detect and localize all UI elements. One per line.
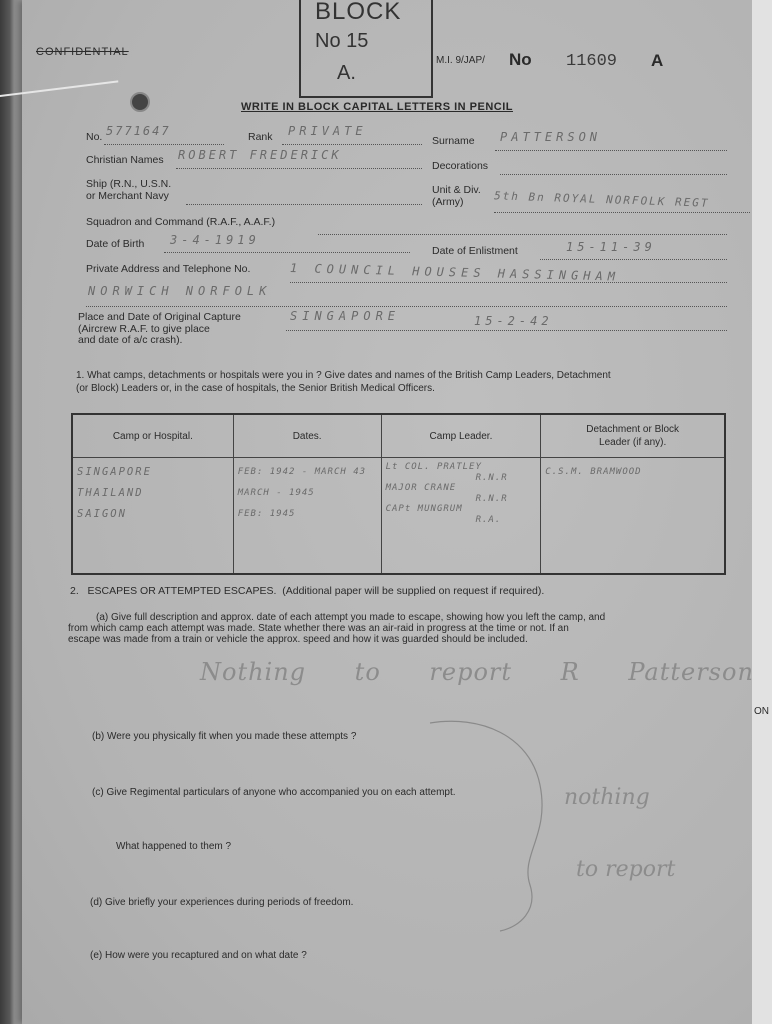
camp-dates: MARCH - 1945: [237, 488, 315, 498]
capture-label-line-3: and date of a/c crash).: [78, 334, 183, 346]
col-detachment-line-2: Leader (if any).: [599, 437, 667, 448]
address-value-line-2: NORWICH NORFOLK: [88, 284, 272, 298]
stamp-line-3: A.: [337, 62, 356, 84]
camp-name: SINGAPORE: [77, 466, 152, 478]
ship-label-line-2: or Merchant Navy: [86, 190, 169, 202]
section2-heading: [70, 585, 544, 597]
form-suffix: A: [651, 51, 664, 70]
unit-value: 5th Bn ROYAL NORFOLK REGT: [493, 189, 710, 210]
capture-label-line-2: (Aircrew R.A.F. to give place: [78, 322, 210, 335]
col-camp-header: Camp or Hospital.: [72, 414, 233, 458]
form-number: 11609: [566, 52, 618, 71]
capture-label-line-1: Place and Date of Original Capture: [78, 311, 241, 323]
section1-question-line-2: (or Block) Leaders or, in the case of hospitals, the Senior British Medical Officers.: [76, 383, 435, 394]
punch-hole: [130, 92, 150, 112]
section2-title: ESCAPES OR ATTEMPTED ESCAPES.: [87, 585, 277, 597]
unit-label-line-2: (Army): [432, 196, 464, 208]
question-a-line-2: from which camp each attempt was made. State whether there was an air-raid in progress at the time or not. If an: [68, 623, 569, 634]
camp-names-cell: [72, 458, 233, 575]
answer-a-handwriting: Nothing to report R Patterson: [200, 658, 754, 686]
camp-name: SAIGON: [77, 508, 127, 520]
detachment-leaders-cell: [541, 458, 725, 575]
pencil-instruction: WRITE IN BLOCK CAPITAL LETTERS IN PENCIL: [241, 101, 513, 113]
camp-leaders-cell: [381, 458, 541, 575]
camps-table: [71, 413, 726, 575]
unit-label-line-1: Unit & Div.: [432, 184, 481, 196]
block-stamp: [299, 0, 433, 98]
camps-table-header: [72, 414, 725, 458]
question-c-followup: What happened to them ?: [116, 841, 232, 852]
dob-value: 3-4-1919: [170, 233, 260, 247]
page-edge: [752, 0, 772, 1024]
number-label: No: [509, 50, 532, 69]
enlistment-label: Date of Enlistment: [432, 245, 518, 257]
camp-dates: FEB: 1945: [237, 509, 296, 519]
col-dates-header: Dates.: [233, 414, 381, 458]
camp-leader-unit: R.N.R: [475, 472, 508, 483]
camp-leader-unit: R.N.R: [475, 493, 508, 504]
section2-note: (Additional paper will be supplied on request if required).: [282, 585, 545, 597]
mi-reference: M.I. 9/JAP/: [436, 55, 485, 66]
side-text: ON: [754, 706, 769, 717]
question-c: (c) Give Regimental particulars of anyone who accompanied you on each attempt.: [92, 787, 456, 798]
col-detachment-header: [541, 414, 725, 458]
question-e: (e) How were you recaptured and on what date ?: [90, 950, 307, 961]
camp-dates: FEB: 1942 - MARCH 43: [237, 467, 367, 477]
service-number-value: 5771647: [106, 124, 171, 138]
table-row: [72, 458, 725, 575]
capture-place-value: SINGAPORE: [290, 309, 401, 323]
address-value-line-1: 1 COUNCIL HOUSES HASSINGHAM: [289, 261, 621, 284]
question-b: (b) Were you physically fit when you made these attempts ?: [92, 731, 357, 742]
col-detachment-line-1: Detachment or Block: [586, 424, 680, 435]
camp-leader: CAPt MUNGRUM: [385, 504, 463, 514]
detachment-leader: C.S.M. BRAMWOOD: [545, 467, 642, 477]
rank-label: Rank: [248, 131, 273, 143]
question-a-line-3: escape was made from a train or vehicle the approx. speed and how it was guarded should be included.: [68, 634, 528, 645]
camp-leader: MAJOR CRANE: [385, 483, 457, 493]
section1-question-line-1: 1. What camps, detachments or hospitals were you in ? Give dates and names of the British Camp Leaders, Detachment: [76, 370, 611, 381]
col-leader-header: Camp Leader.: [381, 414, 541, 458]
christian-names-value: ROBERT FREDERICK: [178, 148, 342, 162]
camp-name: THAILAND: [77, 487, 144, 499]
surname-value: PATTERSON: [500, 130, 602, 144]
ship-label: [86, 178, 171, 202]
confidential-mark: CONFIDENTIAL: [36, 46, 129, 58]
stamp-line-1: BLOCK: [315, 0, 402, 25]
camp-leader: Lt COL. PRATLEY: [385, 462, 482, 472]
unit-label: [432, 184, 481, 208]
christian-names-label: Christian Names: [86, 154, 164, 166]
answer-c-line-1: nothing: [564, 785, 650, 810]
question-d: (d) Give briefly your experiences during periods of freedom.: [90, 897, 354, 908]
address-label: Private Address and Telephone No.: [86, 263, 251, 275]
bracket-stroke: [420, 715, 560, 935]
dob-label: Date of Birth: [86, 238, 145, 250]
camp-dates-cell: [233, 458, 381, 575]
squadron-label: Squadron and Command (R.A.F., A.A.F.): [86, 216, 276, 228]
rank-value: PRIVATE: [288, 124, 367, 138]
capture-label: [78, 312, 241, 347]
surname-label: Surname: [432, 135, 475, 147]
no-label: No.: [86, 131, 103, 143]
capture-date-value: 15-2-42: [474, 314, 553, 328]
answer-c-line-2: to report: [576, 857, 676, 882]
ship-label-line-1: Ship (R.N., U.S.N.: [86, 178, 172, 190]
enlistment-value: 15-11-39: [566, 240, 656, 254]
section2-number: 2.: [70, 585, 79, 597]
stamp-line-2: No 15: [315, 30, 369, 52]
camp-leader-unit: R.A.: [475, 514, 502, 525]
decorations-label: Decorations: [432, 160, 489, 172]
question-a-line-1: (a) Give full description and approx. date of each attempt you made to escape, showing how you left the camp, and: [96, 612, 606, 623]
